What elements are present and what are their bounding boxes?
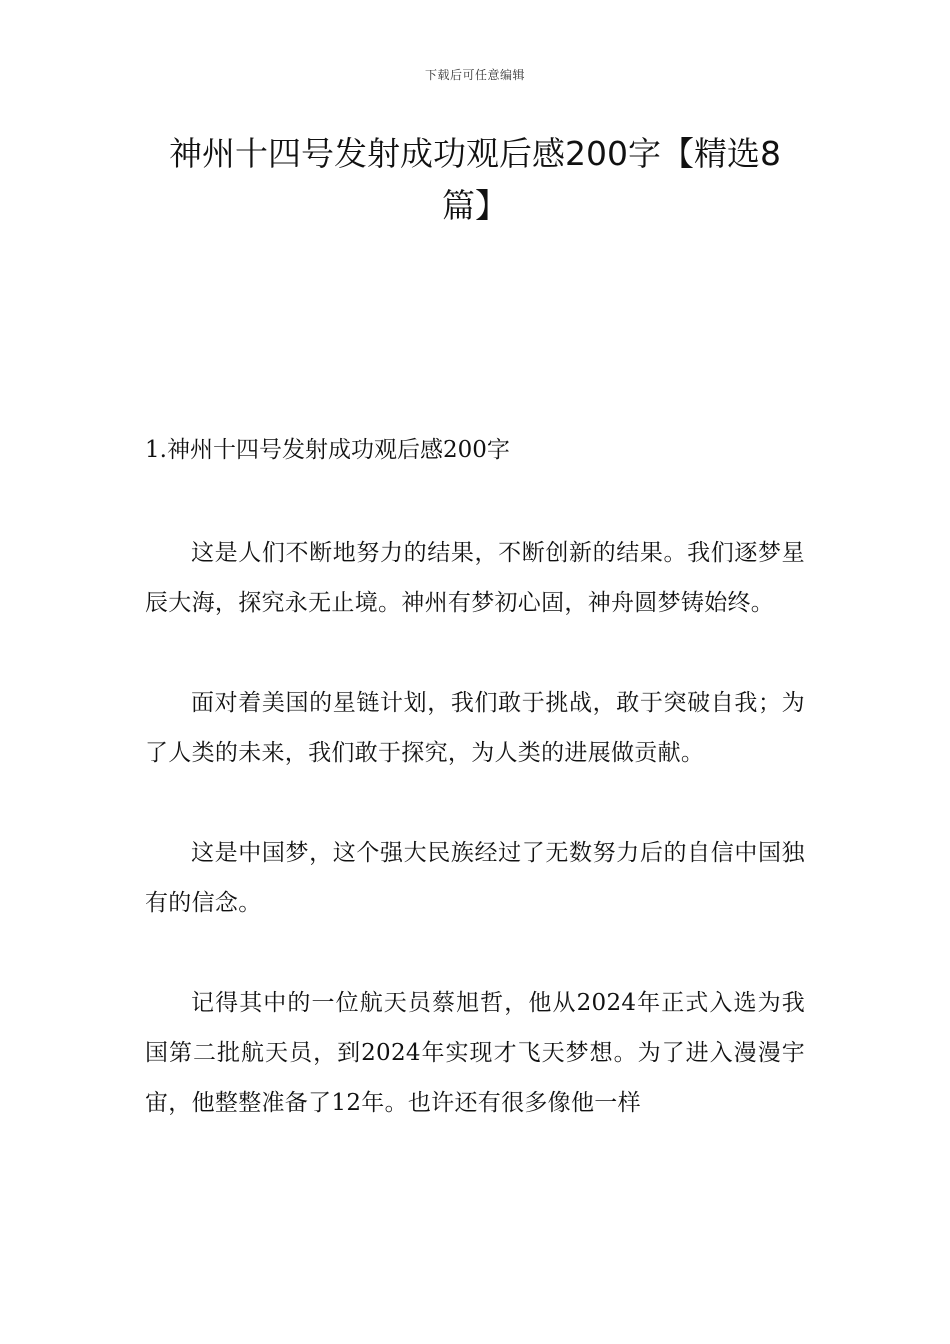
section-heading: 1.神州十四号发射成功观后感200字 xyxy=(145,437,510,463)
paragraph-3: 这是中国梦，这个强大民族经过了无数努力后的自信中国独有的信念。 xyxy=(145,840,805,916)
document-title: 神州十四号发射成功观后感200字【精选8篇】 xyxy=(169,134,781,225)
header-note: 下载后可任意编辑 xyxy=(424,68,525,82)
paragraph-1: 这是人们不断地努力的结果，不断创新的结果。我们逐梦星辰大海，探究永无止境。神州有梦初心固，神舟圆梦铸始终。 xyxy=(145,540,805,616)
paragraph-2: 面对着美国的星链计划，我们敢于挑战，敢于突破自我；为了人类的未来，我们敢于探究，为人类的进展做贡献。 xyxy=(145,690,805,766)
paragraph-4: 记得其中的一位航天员蔡旭哲，他从2024年正式入选为我国第二批航天员，到2024年实现才飞天梦想。为了进入漫漫宇宙，他整整准备了12年。也许还有很多像他一样 xyxy=(145,990,805,1116)
document-body xyxy=(145,426,805,1178)
